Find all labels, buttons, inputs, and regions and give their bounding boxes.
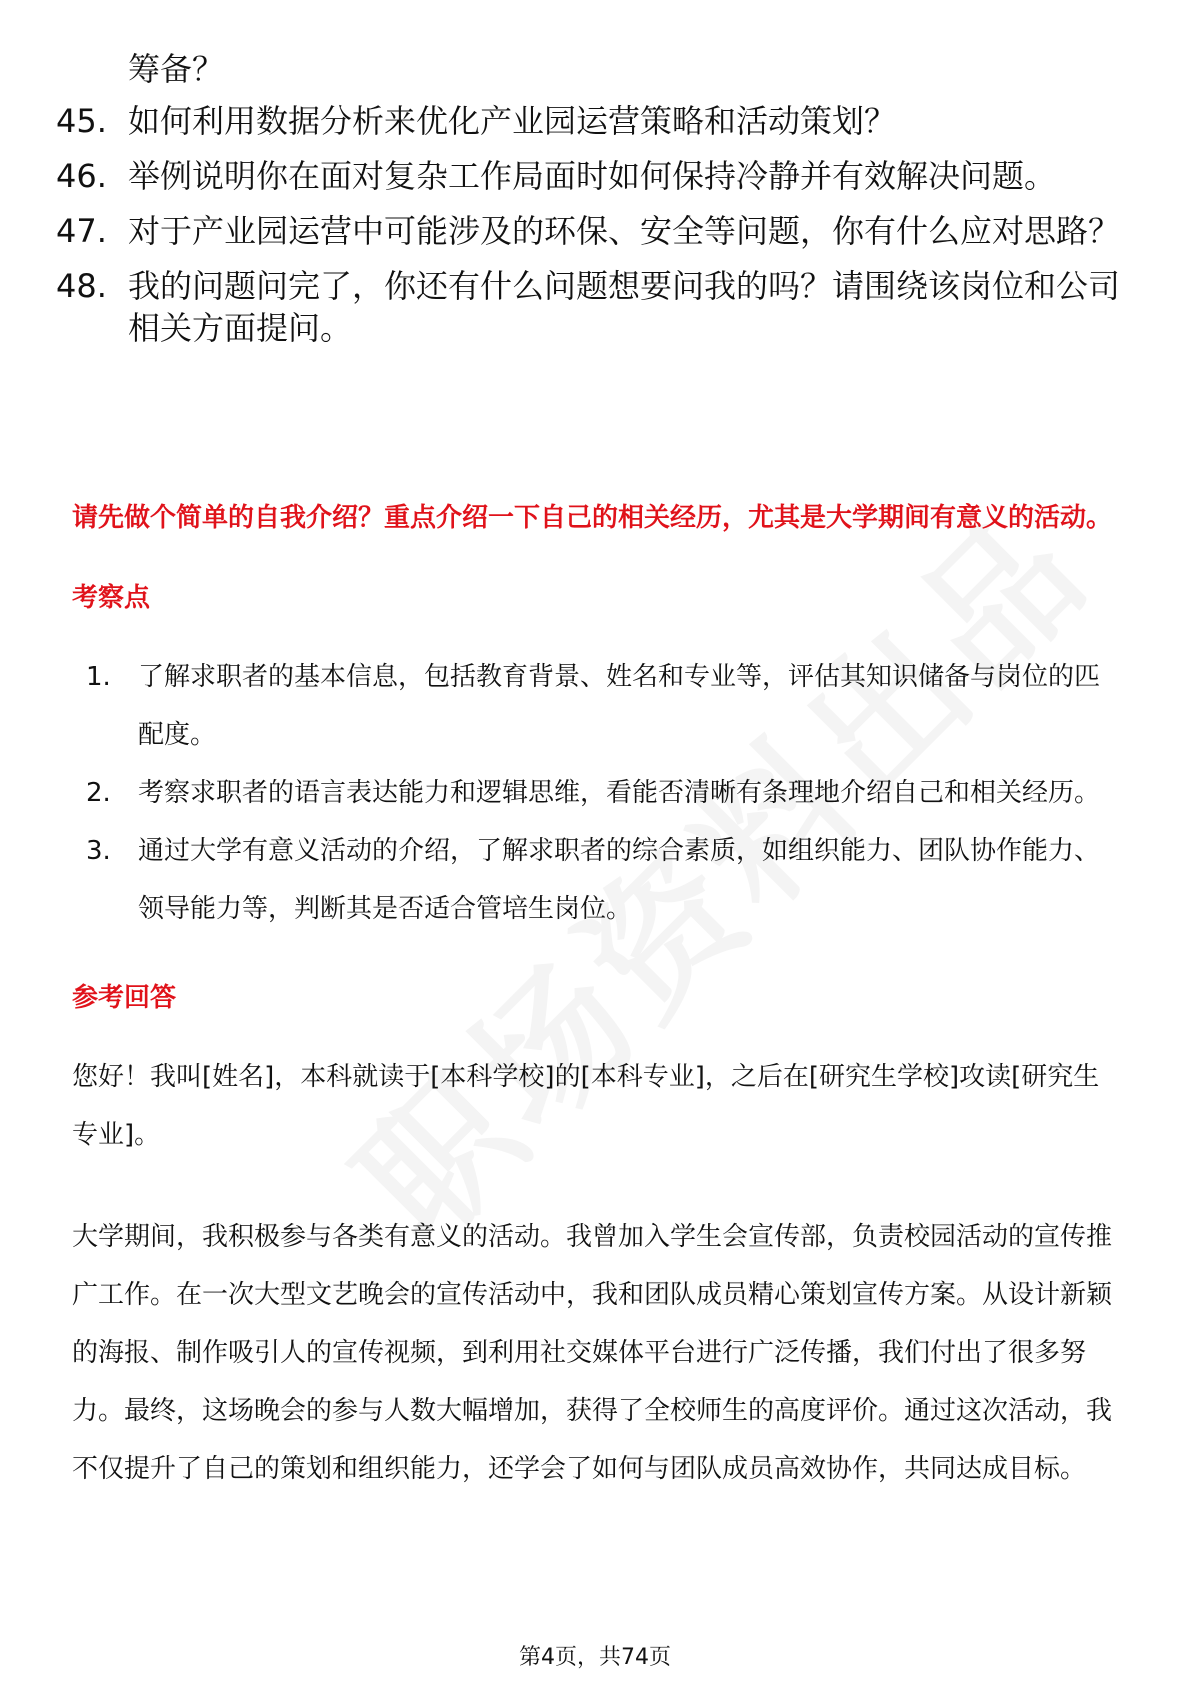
question-list [56, 48, 1126, 362]
inspection-item [72, 822, 1122, 938]
question-number: 46. [56, 157, 107, 195]
inspection-list [72, 648, 1122, 938]
inspection-text: 了解求职者的基本信息，包括教育背景、姓名和专业等，评估其知识储备与岗位的匹配度。 [138, 662, 1101, 750]
inspection-text: 考察求职者的语言表达能力和逻辑思维，看能否清晰有条理地介绍自己和相关经历。 [138, 778, 1101, 808]
page-footer: 第4页，共74页 [519, 1645, 671, 1670]
question-number: 48. [56, 267, 107, 305]
question-number: 47. [56, 212, 107, 250]
question-item [56, 265, 1126, 349]
answer-heading: 参考回答 [72, 983, 177, 1013]
question-text: 如何利用数据分析来优化产业园运营策略和活动策划？ [128, 102, 897, 140]
question-item [56, 155, 1126, 197]
inspection-number: 2. [86, 778, 111, 808]
question-text: 对于产业园运营中可能涉及的环保、安全等问题，你有什么应对思路？ [128, 212, 1121, 250]
inspection-text: 通过大学有意义活动的介绍，了解求职者的综合素质，如组织能力、团队协作能力、领导能力等，判断其是否适合管培生岗位。 [138, 836, 1101, 924]
answer-paragraph: 大学期间，我积极参与各类有意义的活动。我曾加入学生会宣传部，负责校园活动的宣传推广工作。在一次大型文艺晚会的宣传活动中，我和团队成员精心策划宣传方案。从设计新颖的海报、制作吸引人的宣传视频，到利用社交媒体平台进行广泛传播，我们付出了很多努力。最终，这场晚会的参与人数大幅增加，获得了全校师生的高度评价。通过这次活动，我不仅提升了自己的策划和组织能力，还学会了如何与团队成员高效协作，共同达成目标。 [72, 1222, 1113, 1484]
question-text: 我的问题问完了，你还有什么问题想要问我的吗？请围绕该岗位和公司相关方面提问。 [128, 267, 1121, 347]
inspection-heading: 考察点 [72, 583, 151, 613]
inspection-item [72, 648, 1122, 764]
question-title: 请先做个简单的自我介绍？重点介绍一下自己的相关经历，尤其是大学期间有意义的活动。 [72, 503, 1113, 533]
inspection-number: 1. [86, 662, 111, 692]
main-content [72, 498, 1122, 1542]
question-text: 举例说明你在面对复杂工作局面时如何保持冷静并有效解决问题。 [128, 157, 1057, 195]
inspection-item [72, 764, 1122, 822]
answer-paragraph: 您好！我叫[姓名]，本科就读于[本科学校]的[本科专业]，之后在[研究生学校]攻读[研究生专业]。 [72, 1062, 1100, 1150]
question-number: 45. [56, 102, 107, 140]
question-continuation: 筹备？ [128, 50, 225, 88]
question-item [56, 210, 1126, 252]
inspection-number: 3. [86, 836, 111, 866]
question-item [56, 100, 1126, 142]
